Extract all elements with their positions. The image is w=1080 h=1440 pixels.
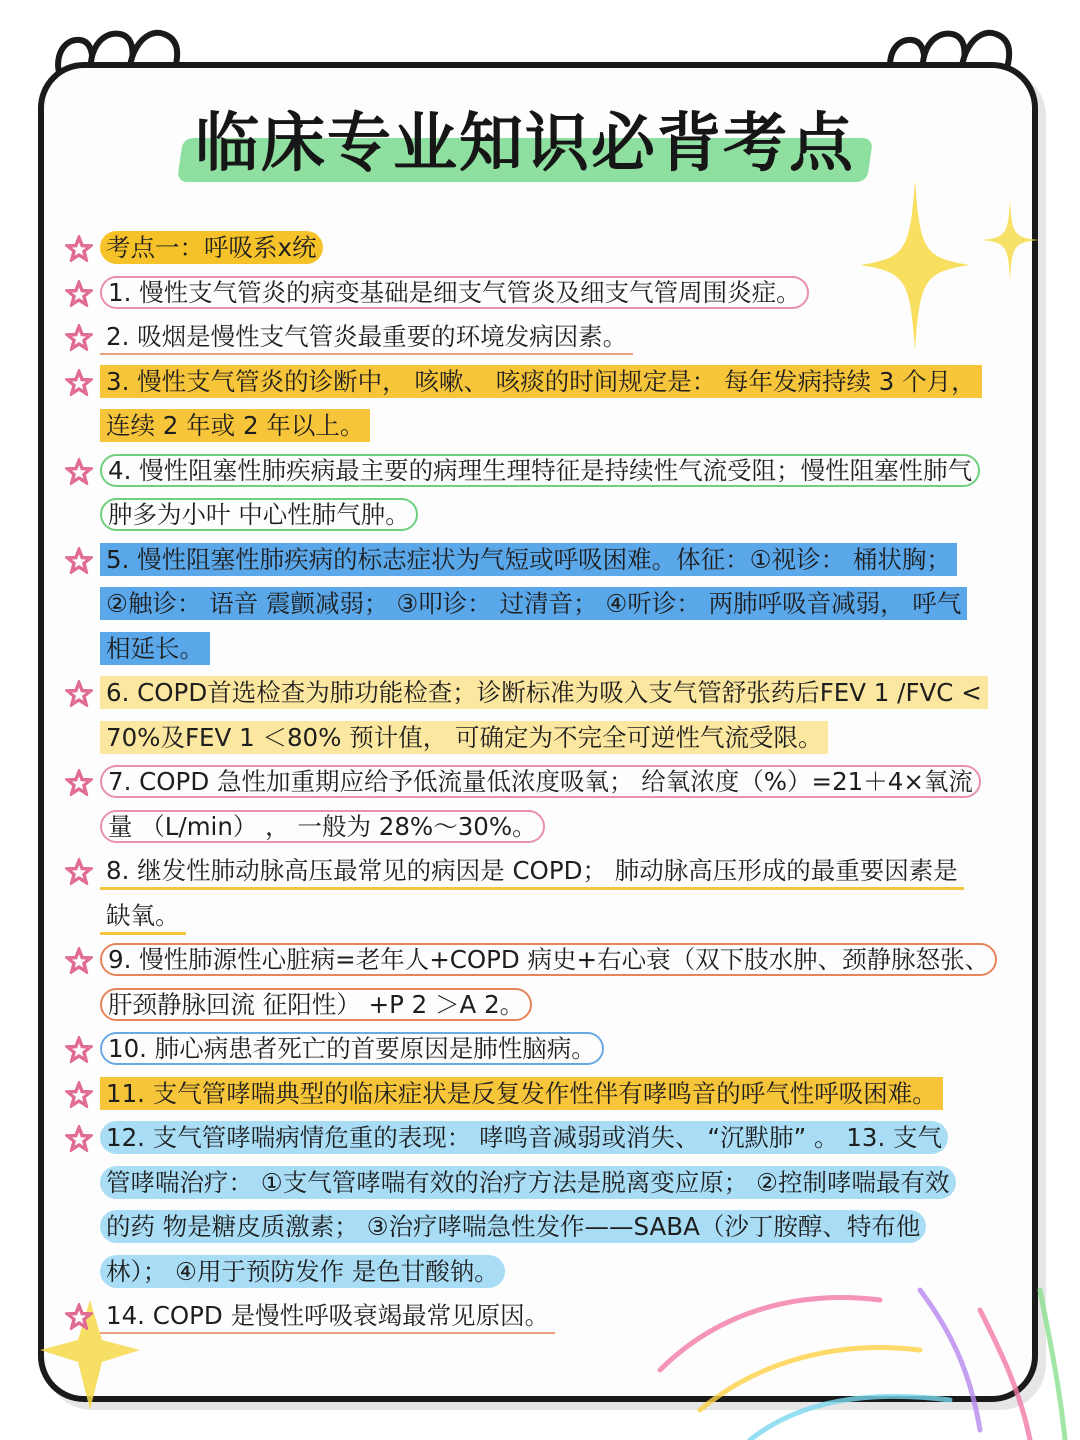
item-line [62, 1072, 1037, 1117]
item-text: 肿多为小叶 中心性肺气肿。 [100, 498, 418, 531]
item-line [62, 1205, 1037, 1250]
list-item [62, 849, 1037, 938]
item-text: 2. 吸烟是慢性支气管炎最重要的环境发病因素。 [100, 320, 633, 355]
list-item [62, 360, 1037, 449]
item-line [62, 582, 1037, 627]
star-outline-icon [64, 768, 94, 798]
item-line [62, 760, 1037, 805]
item-text: 量 （L/min） ， 一般为 28%～30%。 [100, 810, 545, 843]
list-item [62, 671, 1037, 760]
item-text: 11. 支气管哮喘典型的临床症状是反复发作性伴有哮鸣音的呼气性呼吸困难。 [100, 1077, 943, 1110]
item-line [62, 404, 1037, 449]
star-outline-icon [64, 234, 94, 264]
star-outline-icon [64, 857, 94, 887]
item-line [62, 449, 1037, 494]
list-item [62, 271, 1037, 316]
item-text: 缺氧。 [100, 899, 186, 935]
item-text: 7. COPD 急性加重期应给予低流量低浓度吸氧； 给氧浓度（%）=21＋4×氧流 [100, 765, 981, 798]
item-text: 12. 支气管哮喘病情危重的表现： 哮鸣音减弱或消失、 “沉默肺” 。 13. 支气 [100, 1121, 948, 1154]
item-line [62, 315, 1037, 360]
star-outline-icon [64, 1302, 94, 1332]
item-text: 4. 慢性阻塞性肺疾病最主要的病理生理特征是持续性气流受阻；慢性阻塞性肺气 [100, 454, 980, 487]
item-line [62, 805, 1037, 850]
item-text: 相延长。 [100, 632, 210, 665]
item-line [62, 226, 1037, 271]
page-title: 临床专业知识必背考点 [195, 107, 855, 181]
item-text: 管哮喘治疗： ①支气管哮喘有效的治疗方法是脱离变应原； ②控制哮喘最有效 [100, 1166, 956, 1199]
item-line [62, 360, 1037, 405]
item-text: 连续 2 年或 2 年以上。 [100, 409, 370, 442]
title-block [180, 100, 870, 190]
item-line [62, 1250, 1037, 1295]
star-outline-icon [64, 679, 94, 709]
list-item [62, 226, 1037, 271]
item-line [62, 983, 1037, 1028]
list-item [62, 315, 1037, 360]
item-line [62, 938, 1037, 983]
star-outline-icon [64, 1080, 94, 1110]
item-line [62, 1116, 1037, 1161]
item-line [62, 716, 1037, 761]
item-text: 的药 物是糖皮质激素； ③治疗哮喘急性发作——SABA（沙丁胺醇、特布他 [100, 1210, 926, 1243]
star-outline-icon [64, 457, 94, 487]
item-line [62, 671, 1037, 716]
list-item [62, 760, 1037, 849]
item-text: 10. 肺心病患者死亡的首要原因是肺性脑病。 [100, 1032, 604, 1065]
star-outline-icon [64, 546, 94, 576]
item-line [62, 1027, 1037, 1072]
item-line [62, 627, 1037, 672]
list-item [62, 1116, 1037, 1294]
item-text: 5. 慢性阻塞性肺疾病的标志症状为气短或呼吸困难。体征：①视诊： 桶状胸； [100, 543, 957, 576]
item-text: 林）； ④用于预防发作 是色甘酸钠。 [100, 1255, 505, 1288]
item-text: 8. 继发性肺动脉高压最常见的病因是 COPD； 肺动脉高压形成的最重要因素是 [100, 854, 964, 890]
star-outline-icon [64, 1035, 94, 1065]
list-item [62, 449, 1037, 538]
item-text: 考点一：呼吸系x统 [100, 231, 323, 264]
star-outline-icon [64, 323, 94, 353]
star-outline-icon [64, 368, 94, 398]
list-item [62, 538, 1037, 672]
item-text: 6. COPD首选检查为肺功能检查；诊断标准为吸入支气管舒张药后FEV 1 /FVC < [100, 676, 988, 709]
item-text: 9. 慢性肺源性心脏病=老年人+COPD 病史+右心衰（双下肢水肿、颈静脉怒张、 [100, 943, 997, 976]
item-line [62, 894, 1037, 939]
list-item [62, 1072, 1037, 1117]
star-outline-icon [64, 279, 94, 309]
knowledge-list [62, 226, 1037, 1339]
item-line [62, 849, 1037, 894]
item-text: 70%及FEV 1 ＜80% 预计值， 可确定为不完全可逆性气流受限。 [100, 721, 828, 754]
star-outline-icon [64, 946, 94, 976]
item-text: 14. COPD 是慢性呼吸衰竭最常见原因。 [100, 1299, 555, 1334]
item-line [62, 1294, 1037, 1339]
item-text: 1. 慢性支气管炎的病变基础是细支气管炎及细支气管周围炎症。 [100, 276, 809, 309]
list-item [62, 1294, 1037, 1339]
item-line [62, 538, 1037, 583]
item-line [62, 271, 1037, 316]
item-line [62, 493, 1037, 538]
item-line [62, 1161, 1037, 1206]
list-item [62, 938, 1037, 1027]
item-text: 3. 慢性支气管炎的诊断中， 咳嗽、 咳痰的时间规定是： 每年发病持续 3 个月， [100, 365, 982, 398]
star-outline-icon [64, 1124, 94, 1154]
list-item [62, 1027, 1037, 1072]
item-text: 肝颈静脉回流 征阳性） +P 2 ＞A 2。 [100, 988, 532, 1021]
item-text: ②触诊： 语音 震颤减弱； ③叩诊： 过清音； ④听诊： 两肺呼吸音减弱， 呼气 [100, 587, 967, 620]
